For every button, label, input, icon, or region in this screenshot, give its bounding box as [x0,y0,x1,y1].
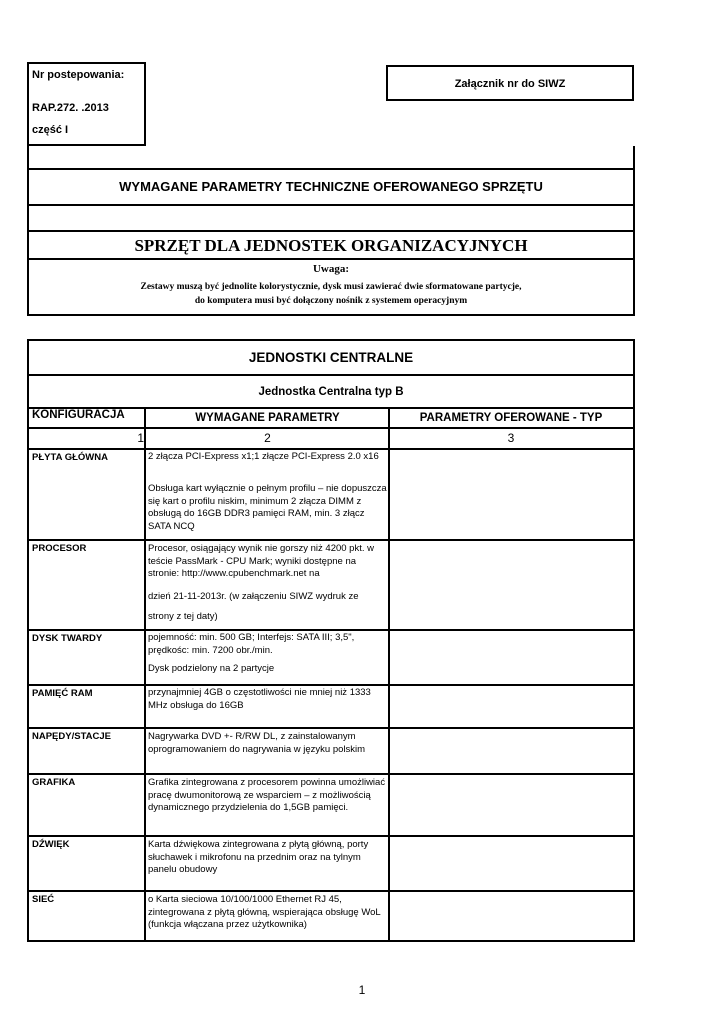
column-divider [388,407,390,940]
subtitle: SPRZĘT DLA JEDNOSTEK ORGANIZACYJNYCH [134,236,528,255]
section-title: JEDNOSTKI CENTRALNE [248,350,414,365]
specs-table [27,339,635,942]
table-row [29,835,633,891]
note-row [27,258,635,316]
column-number-2: 2 [264,431,271,445]
requirement-text: o Karta sieciowa 10/100/1000 Ethernet RJ 45, zintegrowana z płytą główną, wspierająca obsługę WoL (funkcja włączana przez użytkownika) [148,894,381,930]
requirement-text: przynajmniej 4GB o częstotliwości nie mniej niż 1333 MHz obsługa do 16GB [148,687,371,711]
header-block [27,146,635,316]
requirement-text: Obsługa kart wyłącznie o pełnym profilu – nie dopuszcza się kart o profilu niskim, minimum 2 złącza DIMM z obsługą do 16GB DDR3 pamięci RAM, min. 3 złącz SATA NCQ [148,483,387,532]
column-number-1: 1 [137,431,144,445]
config-label: SIEĆ [32,894,55,905]
requirement-text: dzień 21-11-2013r. (w załączeniu SIWZ wydruk ze [148,591,359,602]
config-label: PAMIĘĆ RAM [32,688,93,699]
table-row [29,727,633,774]
number-row [29,427,633,450]
config-label: NAPĘDY/STACJE [32,731,112,742]
config-label: PŁYTA GŁÓWNA [32,452,108,463]
requirement-text: 2 złącza PCI-Express x1;1 złącze PCI-Express 2.0 x16 [148,451,379,462]
unit-title: Jednostka Centralna typ B [258,386,404,398]
table-row [29,629,633,685]
note-line-1: Zestawy muszą być jednolite kolorystycznie, dysk musi zawierać dwie sformatowane partycje, [140,282,522,292]
config-label: DYSK TWARDY [32,633,103,644]
column-header-offered: PARAMETRY OFEROWANE - TYP [419,412,603,424]
note-label: Uwaga: [312,263,350,275]
attachment-label: Załącznik nr do SIWZ [454,78,566,90]
table-row [29,539,633,630]
page-number: 1 [358,983,366,997]
config-label: DŹWIĘK [32,839,70,850]
column-divider [144,407,146,940]
nr-label: Nr postepowania: [32,69,125,81]
table-row [29,684,633,727]
note-line-2: do komputera musi być dołączony nośnik z systemem operacyjnym [194,296,468,306]
requirement-text: Dysk podzielony na 2 partycje [148,663,275,674]
column-header-required: WYMAGANE PARAMETRY [195,412,340,424]
unit-title-row [29,374,633,408]
requirement-text: Grafika zintegrowana z procesorem powinna umożliwiać pracę dwumonitorową ze wsparciem – z możliwością dynamicznego przydzielenia do 1,5GB pamięci. [148,777,386,813]
requirement-text: Nagrywarka DVD +- R/RW DL, z zainstalowanym oprogramowaniem do nagrywania w języku polskim [148,731,366,755]
spacer-row [27,204,635,230]
column-number-3: 3 [507,431,515,445]
title-row [27,168,635,204]
table-row [29,448,633,539]
requirement-text: Karta dźwiękowa zintegrowana z płytą główną, porty słuchawek i mikrofonu na przednim oraz na tylnym panelu obudowy [148,839,369,875]
requirement-text: Procesor, osiągający wynik nie gorszy niż 4200 pkt. w teście PassMark - CPU Mark; wyniki dostępne na stronie: http://www.cpubenchmark.net na [148,543,374,579]
attachment-box [386,65,634,101]
column-header-config: KONFIGURACJA [32,409,125,421]
part-label: część I [32,124,69,136]
page-title: WYMAGANE PARAMETRY TECHNICZNE OFEROWANEGO SPRZĘTU [119,179,543,194]
config-label: GRAFIKA [32,777,76,788]
rap-number: RAP.272. .2013 [32,102,109,114]
table-row [29,890,633,940]
requirement-text: pojemność: min. 500 GB; Interfejs: SATA III; 3,5", prędkośc: min. 7200 obr./min. [148,632,355,656]
requirement-text: strony z tej daty) [148,611,218,622]
config-label: PROCESOR [32,543,87,554]
subtitle-row [27,230,635,260]
table-row [29,773,633,836]
header-row [29,407,633,427]
reference-box [27,62,146,146]
